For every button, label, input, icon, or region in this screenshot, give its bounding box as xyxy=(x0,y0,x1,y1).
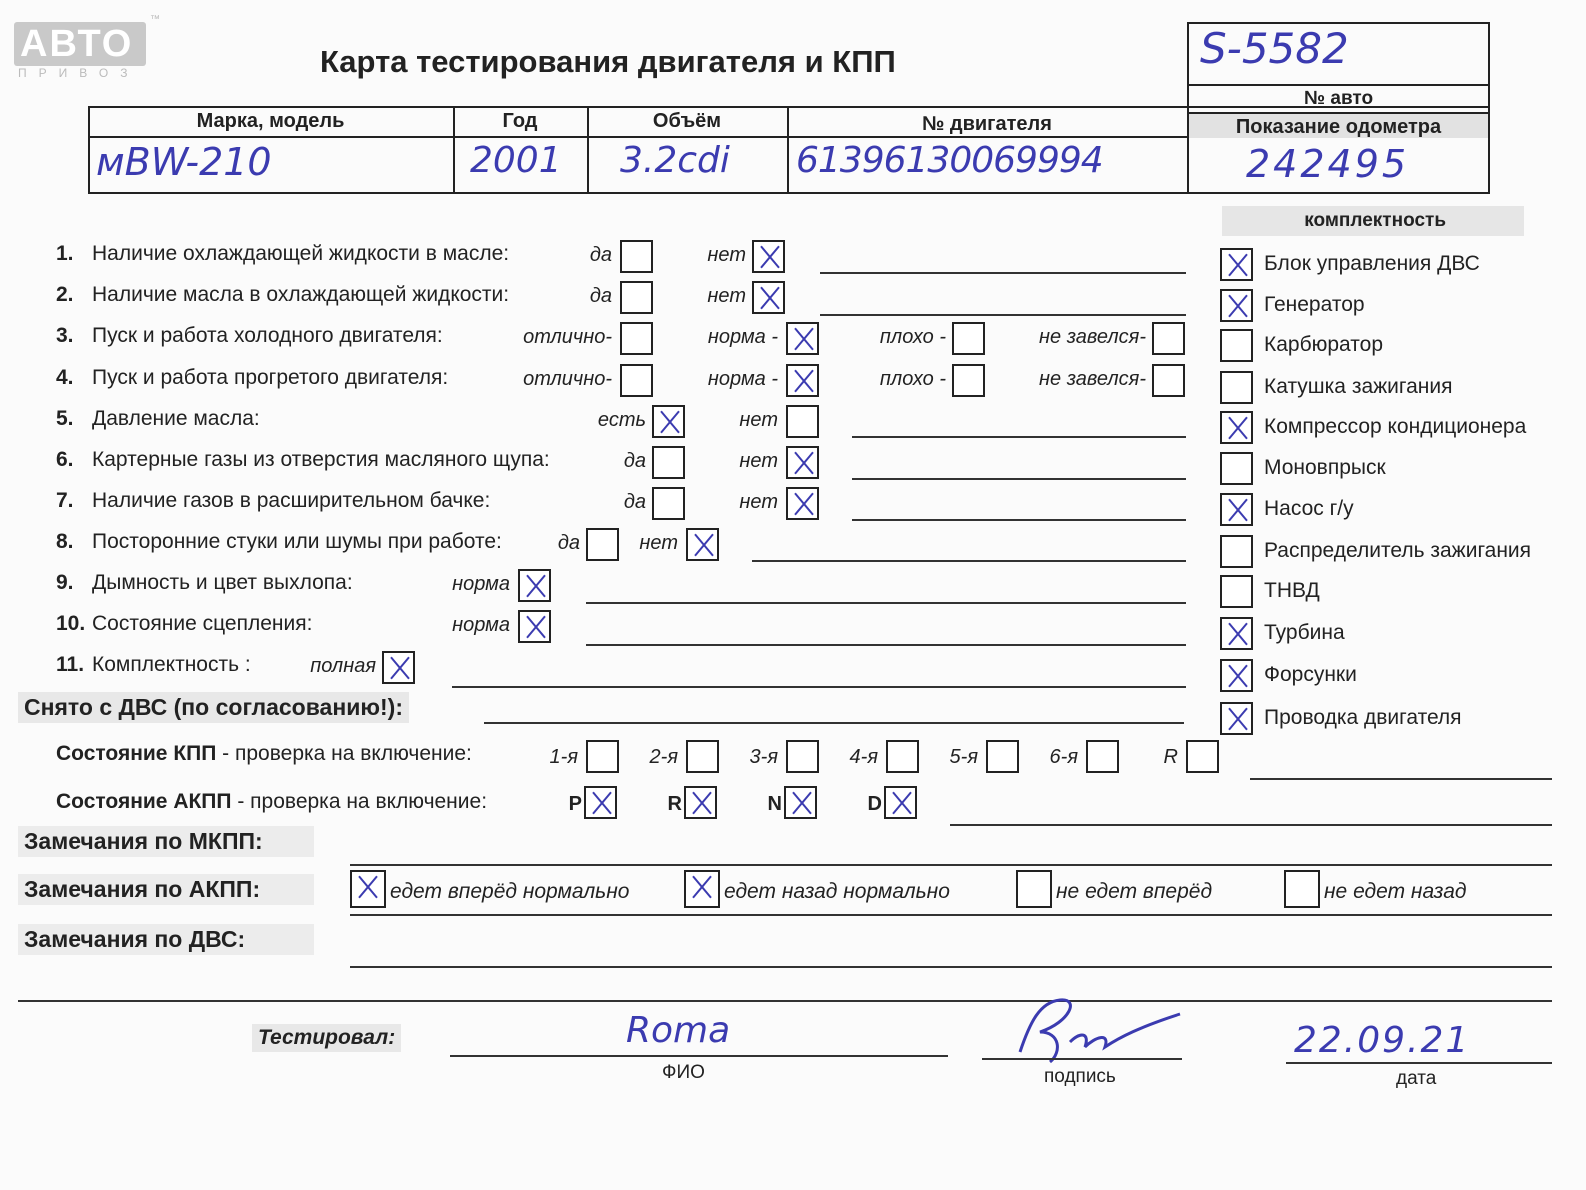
answer-line[interactable] xyxy=(452,686,1186,688)
kit-checked-checkbox[interactable] xyxy=(1220,493,1253,526)
remarks-akpp-line[interactable] xyxy=(350,914,1552,916)
gear-checkbox[interactable] xyxy=(1086,740,1119,773)
akpp-gear-checkbox[interactable] xyxy=(684,786,717,819)
option-label: да xyxy=(589,244,612,266)
car-number-divider xyxy=(1187,84,1490,86)
gear-checkbox[interactable] xyxy=(586,740,619,773)
tester-name: Roma xyxy=(626,1010,731,1051)
akpp-remark-label: не едет вперёд xyxy=(1056,880,1213,903)
header-engine-number: № двигателя xyxy=(922,113,1052,135)
kit-item-label: Катушка зажигания xyxy=(1264,375,1453,398)
checked-checkbox[interactable] xyxy=(786,446,819,479)
question-number: 4. xyxy=(56,366,74,389)
question-number: 3. xyxy=(56,324,74,347)
akpp-gear-label: R xyxy=(667,793,682,815)
question-text: Наличие масла в охлаждающей жидкости: xyxy=(92,283,510,306)
option-label: да xyxy=(589,285,612,307)
answer-line[interactable] xyxy=(852,436,1186,438)
question-text: Дымность и цвет выхлопа: xyxy=(92,571,353,594)
question-number: 10. xyxy=(56,612,86,635)
signature-drawing xyxy=(1000,992,1190,1072)
car-number-label: № авто xyxy=(1303,88,1374,109)
akpp-remark-checkbox[interactable] xyxy=(684,870,720,908)
kit-item-label: ТНВД xyxy=(1264,579,1320,602)
option-label: нет xyxy=(739,491,778,513)
question-text: Пуск и работа холодного двигателя: xyxy=(92,324,443,347)
option-label: да xyxy=(623,450,646,472)
gear-checkbox[interactable] xyxy=(1186,740,1219,773)
option-label: нет xyxy=(739,409,778,431)
kit-item-label: Насос г/у xyxy=(1264,497,1354,520)
checked-checkbox[interactable] xyxy=(652,405,685,438)
empty-checkbox[interactable] xyxy=(952,322,985,355)
question-number: 6. xyxy=(56,448,74,471)
question-text: Давление масла: xyxy=(92,407,260,430)
answer-line[interactable] xyxy=(852,519,1186,521)
date-line[interactable] xyxy=(1286,1062,1552,1064)
empty-checkbox[interactable] xyxy=(652,487,685,520)
option-label: есть xyxy=(597,409,646,431)
footer-divider xyxy=(18,1000,1552,1002)
option-label: отлично- xyxy=(523,368,612,390)
option-label: да xyxy=(623,491,646,513)
kpp-label-bold: Состояние КПП xyxy=(56,742,217,765)
question-number: 5. xyxy=(56,407,74,430)
gear-label: 4-я xyxy=(849,746,878,768)
gear-label: 6-я xyxy=(1049,746,1078,768)
akpp-remark-label: едет вперёд нормально xyxy=(390,880,630,903)
checked-checkbox[interactable] xyxy=(786,487,819,520)
kit-item-label: Распределитель зажигания xyxy=(1264,539,1532,562)
option-label: плохо - xyxy=(879,326,946,348)
checked-checkbox[interactable] xyxy=(382,651,415,684)
question-number: 11. xyxy=(56,653,85,676)
empty-checkbox[interactable] xyxy=(786,405,819,438)
empty-checkbox[interactable] xyxy=(620,322,653,355)
option-label: полная xyxy=(310,655,376,677)
question-text: Наличие газов в расширительном бачке: xyxy=(92,489,491,512)
checked-checkbox[interactable] xyxy=(752,240,785,273)
gear-checkbox[interactable] xyxy=(786,740,819,773)
empty-checkbox[interactable] xyxy=(620,240,653,273)
option-label: нет xyxy=(639,532,678,554)
kit-item-label: Турбина xyxy=(1264,621,1345,644)
date-caption: дата xyxy=(1396,1068,1437,1089)
gear-label: R xyxy=(1163,746,1178,768)
option-label: норма - xyxy=(707,368,778,390)
akpp-label-rest: - проверка на включение: xyxy=(231,790,488,813)
remarks-mkpp-line[interactable] xyxy=(350,864,1552,866)
checked-checkbox[interactable] xyxy=(786,364,819,397)
question-number: 9. xyxy=(56,571,74,594)
option-label: нет xyxy=(707,244,746,266)
header-volume: Объём xyxy=(652,110,722,132)
option-label: нет xyxy=(707,285,746,307)
question-text: Состояние сцепления: xyxy=(92,612,313,635)
kit-empty-checkbox[interactable] xyxy=(1220,371,1253,404)
akpp-gear-checkbox[interactable] xyxy=(584,786,617,819)
tested-label: Тестировал: xyxy=(252,1024,401,1052)
kit-item-label: Компрессор кондиционера xyxy=(1264,415,1527,438)
empty-checkbox[interactable] xyxy=(620,364,653,397)
empty-checkbox[interactable] xyxy=(1152,364,1185,397)
kit-empty-checkbox[interactable] xyxy=(1220,452,1253,485)
gear-checkbox[interactable] xyxy=(986,740,1019,773)
gear-label: 2-я xyxy=(649,746,678,768)
value-year: 2001 xyxy=(470,140,562,181)
akpp-gear-checkbox[interactable] xyxy=(884,786,917,819)
answer-line[interactable] xyxy=(752,560,1186,562)
option-label: не завелся- xyxy=(1039,368,1146,390)
name-caption: ФИО xyxy=(662,1062,705,1083)
question-number: 1. xyxy=(56,242,74,265)
question-text: Картерные газы из отверстия масляного щупа: xyxy=(92,448,550,471)
remarks-mkpp-label: Замечания по МКПП: xyxy=(18,826,314,857)
answer-line[interactable] xyxy=(820,272,1186,274)
checked-checkbox[interactable] xyxy=(686,528,719,561)
name-line[interactable] xyxy=(450,1055,948,1057)
value-odometer: 242495 xyxy=(1246,142,1410,186)
checked-checkbox[interactable] xyxy=(752,281,785,314)
value-make-model: мBW-210 xyxy=(96,140,272,184)
signature-caption: подпись xyxy=(1044,1066,1116,1087)
checked-checkbox[interactable] xyxy=(518,569,551,602)
akpp-remark-checkbox[interactable] xyxy=(350,870,386,908)
akpp-line[interactable] xyxy=(950,824,1552,826)
answer-line[interactable] xyxy=(820,314,1186,316)
kit-checked-checkbox[interactable] xyxy=(1220,617,1253,650)
answer-line[interactable] xyxy=(586,602,1186,604)
akpp-remark-label: не едет назад xyxy=(1324,880,1467,903)
akpp-gear-label: N xyxy=(767,793,782,815)
akpp-remark-checkbox[interactable] xyxy=(1284,870,1320,908)
akpp-label xyxy=(56,790,487,814)
remarks-akpp-label: Замечания по АКПП: xyxy=(18,874,314,905)
gear-label: 3-я xyxy=(749,746,778,768)
option-label: норма xyxy=(452,614,510,636)
kit-checked-checkbox[interactable] xyxy=(1220,411,1253,444)
value-engine-number: 61396130069994 xyxy=(796,140,1103,181)
kit-empty-checkbox[interactable] xyxy=(1220,575,1253,608)
removed-label: Снято с ДВС (по согласованию!): xyxy=(18,692,409,723)
answer-line[interactable] xyxy=(852,478,1186,480)
question-number: 7. xyxy=(56,489,74,512)
akpp-remark-label: едет назад нормально xyxy=(724,880,950,903)
header-make-model: Марка, модель xyxy=(196,110,345,132)
kit-item-label: Моновпрыск xyxy=(1264,456,1386,479)
empty-checkbox[interactable] xyxy=(620,281,653,314)
logo-trademark: ™ xyxy=(150,14,160,25)
page-title: Карта тестирования двигателя и КПП xyxy=(320,44,896,79)
answer-line[interactable] xyxy=(586,644,1186,646)
empty-checkbox[interactable] xyxy=(652,446,685,479)
akpp-label-bold: Состояние АКПП xyxy=(56,790,232,813)
kit-item-label: Проводка двигателя xyxy=(1264,706,1462,729)
option-label: отлично- xyxy=(523,326,612,348)
kit-item-label: Блок управления ДВС xyxy=(1264,252,1480,275)
question-text: Комплектность : xyxy=(92,653,251,676)
option-label: не завелся- xyxy=(1039,326,1146,348)
kit-item-label: Генератор xyxy=(1264,293,1365,316)
remarks-dvs-line[interactable] xyxy=(350,966,1552,968)
value-volume: 3.2cdi xyxy=(620,140,730,181)
option-label: норма xyxy=(452,573,510,595)
kit-item-label: Форсунки xyxy=(1264,663,1357,686)
kpp-line[interactable] xyxy=(1250,778,1552,780)
kit-checked-checkbox[interactable] xyxy=(1220,659,1253,692)
kit-checked-checkbox[interactable] xyxy=(1220,289,1253,322)
empty-checkbox[interactable] xyxy=(952,364,985,397)
gear-checkbox[interactable] xyxy=(686,740,719,773)
empty-checkbox[interactable] xyxy=(1152,322,1185,355)
akpp-gear-label: P xyxy=(568,793,582,815)
option-label: да xyxy=(557,532,580,554)
gear-label: 5-я xyxy=(949,746,978,768)
signature-line[interactable] xyxy=(982,1058,1182,1060)
kit-heading: комплектность xyxy=(1222,206,1524,236)
logo-subtitle: ПРИВОЗ xyxy=(18,66,140,80)
option-label: плохо - xyxy=(879,368,946,390)
question-text: Наличие охлаждающей жидкости в масле: xyxy=(92,242,510,265)
logo: АВТО xyxy=(20,23,134,65)
removed-line[interactable] xyxy=(484,722,1184,724)
kpp-label-rest: - проверка на включение: xyxy=(216,742,472,765)
option-label: нет xyxy=(739,450,778,472)
kit-item-label: Карбюратор xyxy=(1264,333,1384,356)
kit-empty-checkbox[interactable] xyxy=(1220,329,1253,362)
remarks-dvs-label: Замечания по ДВС: xyxy=(18,924,314,955)
question-text: Пуск и работа прогретого двигателя: xyxy=(92,366,449,389)
option-label: норма - xyxy=(707,326,778,348)
empty-checkbox[interactable] xyxy=(586,528,619,561)
checked-checkbox[interactable] xyxy=(786,322,819,355)
kit-checked-checkbox[interactable] xyxy=(1220,702,1253,735)
checked-checkbox[interactable] xyxy=(518,610,551,643)
test-date: 22.09.21 xyxy=(1294,1020,1471,1061)
akpp-remark-checkbox[interactable] xyxy=(1016,870,1052,908)
gear-label: 1-я xyxy=(549,746,578,768)
akpp-gear-checkbox[interactable] xyxy=(784,786,817,819)
question-number: 2. xyxy=(56,283,74,306)
question-text: Посторонние стуки или шумы при работе: xyxy=(92,530,502,553)
header-year: Год xyxy=(502,110,538,132)
gear-checkbox[interactable] xyxy=(886,740,919,773)
car-number-value: S-5582 xyxy=(1200,24,1349,73)
kit-empty-checkbox[interactable] xyxy=(1220,535,1253,568)
kit-checked-checkbox[interactable] xyxy=(1220,248,1253,281)
question-number: 8. xyxy=(56,530,74,553)
kpp-label xyxy=(56,742,472,766)
header-odometer: Показание одометра xyxy=(1235,116,1442,138)
akpp-gear-label: D xyxy=(867,793,882,815)
